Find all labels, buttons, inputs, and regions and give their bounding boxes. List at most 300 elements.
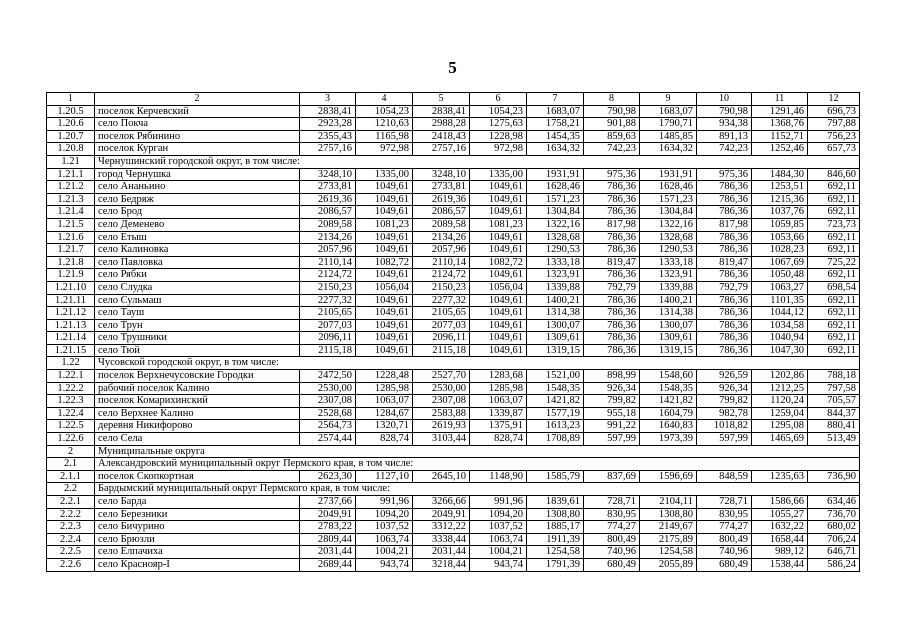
- tariff-value: 786,36: [584, 332, 640, 345]
- tariff-value: 926,34: [697, 382, 752, 395]
- tariff-value: 1548,35: [640, 382, 697, 395]
- tariff-value: 1049,61: [470, 269, 527, 282]
- tariff-value: 1335,00: [470, 168, 527, 181]
- row-code: 1.22.2: [47, 382, 95, 395]
- settlement-name: поселок Верхнечусовские Городки: [95, 370, 300, 383]
- tariff-value: 819,47: [697, 256, 752, 269]
- tariff-value: 800,49: [697, 533, 752, 546]
- tariff-value: 1596,69: [640, 470, 697, 483]
- tariff-value: 830,95: [697, 508, 752, 521]
- tariff-value: 828,74: [356, 433, 413, 446]
- tariff-value: 848,59: [697, 470, 752, 483]
- tariff-value: 1485,85: [640, 130, 697, 143]
- tariff-value: 586,24: [808, 558, 860, 571]
- tariff-value: 2418,43: [413, 130, 470, 143]
- tariff-value: 1295,08: [752, 420, 808, 433]
- tariff-value: 1758,21: [527, 118, 584, 131]
- tariff-value: 680,49: [697, 558, 752, 571]
- settlement-name: село Тюй: [95, 344, 300, 357]
- settlement-name: село Верхнее Калино: [95, 407, 300, 420]
- tariff-value: 1165,98: [356, 130, 413, 143]
- tariff-value: 1319,15: [527, 344, 584, 357]
- tariff-value: 786,36: [697, 307, 752, 320]
- tariff-value: 3312,22: [413, 521, 470, 534]
- tariff-value: 657,73: [808, 143, 860, 156]
- tariff-value: 797,58: [808, 382, 860, 395]
- tariff-value: 1148,90: [470, 470, 527, 483]
- settlement-name: село Етыш: [95, 231, 300, 244]
- tariff-value: 1127,10: [356, 470, 413, 483]
- tariff-value: 2619,93: [413, 420, 470, 433]
- tariff-value: 1049,61: [470, 244, 527, 257]
- tariff-value: 898,99: [584, 370, 640, 383]
- tariff-value: 2619,36: [300, 193, 356, 206]
- tariff-value: 692,11: [808, 181, 860, 194]
- tariff-value: 1538,44: [752, 558, 808, 571]
- row-code: 1.21.11: [47, 294, 95, 307]
- tariff-value: 1323,91: [527, 269, 584, 282]
- row-code: 1.21: [47, 155, 95, 168]
- tariff-value: 828,74: [470, 433, 527, 446]
- tariff-value: 1400,21: [640, 294, 697, 307]
- tariff-value: 2115,18: [300, 344, 356, 357]
- column-number: 1: [47, 93, 95, 106]
- table-row: [47, 231, 860, 244]
- tariff-value: 786,36: [697, 269, 752, 282]
- tariff-value: 1049,61: [356, 193, 413, 206]
- group-title: Чернушинский городской округ, в том числе:: [95, 155, 860, 168]
- group-row: [47, 483, 860, 496]
- tariff-value: 786,36: [584, 269, 640, 282]
- tariff-value: 1054,23: [356, 105, 413, 118]
- settlement-name: село Сульмаш: [95, 294, 300, 307]
- tariff-value: 792,79: [584, 281, 640, 294]
- group-row: [47, 445, 860, 458]
- tariff-value: 2057,96: [413, 244, 470, 257]
- tariff-value: 692,11: [808, 294, 860, 307]
- tariff-value: 1323,91: [640, 269, 697, 282]
- tariff-value: 1059,85: [752, 218, 808, 231]
- tariff-value: 786,36: [584, 181, 640, 194]
- tariff-value: 786,36: [697, 193, 752, 206]
- tariff-value: 926,34: [584, 382, 640, 395]
- tariff-value: 692,11: [808, 269, 860, 282]
- tariff-value: 1049,61: [356, 344, 413, 357]
- tariff-value: 2089,58: [300, 218, 356, 231]
- tariff-value: 1049,61: [470, 193, 527, 206]
- tariff-value: 680,02: [808, 521, 860, 534]
- tariff-value: 2619,36: [413, 193, 470, 206]
- tariff-value: 1339,88: [640, 281, 697, 294]
- tariff-value: 1063,07: [470, 395, 527, 408]
- tariff-value: 740,96: [697, 546, 752, 559]
- tariff-value: 837,69: [584, 470, 640, 483]
- tariff-value: 740,96: [584, 546, 640, 559]
- tariff-value: 1228,98: [470, 130, 527, 143]
- settlement-name: рабочий поселок Калино: [95, 382, 300, 395]
- table-row: [47, 420, 860, 433]
- tariff-value: 696,73: [808, 105, 860, 118]
- tariff-value: 786,36: [697, 231, 752, 244]
- tariff-value: 1571,23: [527, 193, 584, 206]
- tariff-value: 1101,35: [752, 294, 808, 307]
- tariff-value: 786,36: [697, 244, 752, 257]
- row-code: 2.2.1: [47, 496, 95, 509]
- tariff-value: 742,23: [584, 143, 640, 156]
- tariff-value: 786,36: [584, 231, 640, 244]
- tariff-value: 728,71: [584, 496, 640, 509]
- settlement-name: село Покча: [95, 118, 300, 131]
- tariff-value: 786,36: [584, 319, 640, 332]
- table-row: [47, 370, 860, 383]
- tariff-value: 774,27: [584, 521, 640, 534]
- tariff-value: 597,99: [697, 433, 752, 446]
- tariff-value: 3248,10: [300, 168, 356, 181]
- settlement-name: село Павловка: [95, 256, 300, 269]
- tariff-value: 736,70: [808, 508, 860, 521]
- tariff-value: 1082,72: [470, 256, 527, 269]
- tariff-value: 692,11: [808, 231, 860, 244]
- row-code: 2.2.3: [47, 521, 95, 534]
- tariff-value: 819,47: [584, 256, 640, 269]
- tariff-value: 2355,43: [300, 130, 356, 143]
- tariff-value: 788,18: [808, 370, 860, 383]
- tariff-value: 2645,10: [413, 470, 470, 483]
- table-row: [47, 181, 860, 194]
- tariff-value: 786,36: [584, 244, 640, 257]
- tariff-value: 790,98: [697, 105, 752, 118]
- tariff-value: 1320,71: [356, 420, 413, 433]
- tariff-value: 597,99: [584, 433, 640, 446]
- tariff-value: 2623,30: [300, 470, 356, 483]
- tariff-value: 786,36: [697, 294, 752, 307]
- tariff-value: 2528,68: [300, 407, 356, 420]
- tariff-value: 706,24: [808, 533, 860, 546]
- tariff-value: 1049,61: [356, 332, 413, 345]
- table-row: [47, 218, 860, 231]
- tariff-value: 1708,89: [527, 433, 584, 446]
- tariff-value: 1049,61: [356, 244, 413, 257]
- tariff-value: 1308,80: [527, 508, 584, 521]
- tariff-value: 692,11: [808, 344, 860, 357]
- tariff-value: 1521,00: [527, 370, 584, 383]
- tariff-value: 972,98: [356, 143, 413, 156]
- row-code: 1.21.7: [47, 244, 95, 257]
- tariff-value: 1056,04: [470, 281, 527, 294]
- column-number: 9: [640, 93, 697, 106]
- settlement-name: поселок Комарихинский: [95, 395, 300, 408]
- row-code: 2.1: [47, 458, 95, 471]
- tariff-value: 786,36: [697, 319, 752, 332]
- tariff-value: 799,82: [584, 395, 640, 408]
- tariff-value: 692,11: [808, 307, 860, 320]
- tariff-value: 2809,44: [300, 533, 356, 546]
- tariff-value: 792,79: [697, 281, 752, 294]
- tariff-value: 1931,91: [527, 168, 584, 181]
- tariff-value: 1314,38: [640, 307, 697, 320]
- column-number: 6: [470, 93, 527, 106]
- tariff-value: 1120,24: [752, 395, 808, 408]
- table-row: [47, 407, 860, 420]
- tariff-value: 1094,20: [356, 508, 413, 521]
- tariff-value: 2105,65: [300, 307, 356, 320]
- tariff-value: 1604,79: [640, 407, 697, 420]
- settlement-name: село Бедряж: [95, 193, 300, 206]
- tariff-value: 1004,21: [356, 546, 413, 559]
- tariff-value: 2134,26: [413, 231, 470, 244]
- tariff-value: 728,71: [697, 496, 752, 509]
- settlement-name: поселок Курган: [95, 143, 300, 156]
- tariff-value: 1683,07: [527, 105, 584, 118]
- tariff-value: 2838,41: [413, 105, 470, 118]
- tariff-value: 1911,39: [527, 533, 584, 546]
- settlement-name: село Елпачиха: [95, 546, 300, 559]
- table-row: [47, 546, 860, 559]
- tariff-value: 692,11: [808, 206, 860, 219]
- settlement-name: деревня Никифорово: [95, 420, 300, 433]
- tariff-value: 2838,41: [300, 105, 356, 118]
- tariff-value: 1037,52: [470, 521, 527, 534]
- row-code: 1.20.7: [47, 130, 95, 143]
- row-code: 1.20.8: [47, 143, 95, 156]
- tariff-value: 2923,28: [300, 118, 356, 131]
- tariff-value: 1309,61: [527, 332, 584, 345]
- tariff-value: 1328,68: [527, 231, 584, 244]
- tariff-value: 3103,44: [413, 433, 470, 446]
- settlement-name: село Краснояр-I: [95, 558, 300, 571]
- tariff-value: 1284,67: [356, 407, 413, 420]
- tariff-value: 1049,61: [470, 307, 527, 320]
- tariff-value: 1254,58: [640, 546, 697, 559]
- tariff-value: 2175,89: [640, 533, 697, 546]
- row-code: 2.2.2: [47, 508, 95, 521]
- tariff-value: 1931,91: [640, 168, 697, 181]
- settlement-name: село Брюзли: [95, 533, 300, 546]
- tariff-value: 705,57: [808, 395, 860, 408]
- tariff-value: 1634,32: [527, 143, 584, 156]
- tariff-value: 991,22: [584, 420, 640, 433]
- tariff-value: 1339,88: [527, 281, 584, 294]
- tariff-value: 1053,66: [752, 231, 808, 244]
- tariff-value: 891,13: [697, 130, 752, 143]
- tariff-value: 736,90: [808, 470, 860, 483]
- tariff-value: 1304,84: [527, 206, 584, 219]
- tariff-value: 1421,82: [640, 395, 697, 408]
- tariff-value: 2277,32: [300, 294, 356, 307]
- tariff-value: 786,36: [584, 206, 640, 219]
- column-number: 10: [697, 93, 752, 106]
- tariff-value: 725,22: [808, 256, 860, 269]
- tariff-value: 2277,32: [413, 294, 470, 307]
- tariff-value: 2049,91: [413, 508, 470, 521]
- tariff-value: 1049,61: [356, 294, 413, 307]
- group-title: Бардымский муниципальный округ Пермского края, в том числе:: [95, 483, 860, 496]
- tariff-value: 1290,53: [640, 244, 697, 257]
- settlement-name: поселок Рябинино: [95, 130, 300, 143]
- tariff-value: 692,11: [808, 244, 860, 257]
- tariff-value: 2757,16: [300, 143, 356, 156]
- tariff-value: 1081,23: [356, 218, 413, 231]
- tariff-value: 846,60: [808, 168, 860, 181]
- tariff-value: 2124,72: [413, 269, 470, 282]
- settlement-name: поселок Скопкортная: [95, 470, 300, 483]
- column-number: 12: [808, 93, 860, 106]
- tariff-value: 1063,74: [470, 533, 527, 546]
- tariff-value: 1283,68: [470, 370, 527, 383]
- group-row: [47, 357, 860, 370]
- tariff-value: 982,78: [697, 407, 752, 420]
- tariff-value: 934,38: [697, 118, 752, 131]
- row-code: 2.2.4: [47, 533, 95, 546]
- tariff-value: 786,36: [584, 294, 640, 307]
- tariff-value: 1235,63: [752, 470, 808, 483]
- tariff-value: 742,23: [697, 143, 752, 156]
- tariff-value: 1628,46: [640, 181, 697, 194]
- tariff-value: 3266,66: [413, 496, 470, 509]
- tariff-value: 698,54: [808, 281, 860, 294]
- tariff-value: 2124,72: [300, 269, 356, 282]
- row-code: 1.22: [47, 357, 95, 370]
- tariff-value: 1421,82: [527, 395, 584, 408]
- group-title: Муниципальные округа: [95, 445, 860, 458]
- row-code: 2: [47, 445, 95, 458]
- tariff-value: 2134,26: [300, 231, 356, 244]
- settlement-name: село Тауш: [95, 307, 300, 320]
- tariff-value: 2115,18: [413, 344, 470, 357]
- tariff-value: 790,98: [584, 105, 640, 118]
- tariff-value: 1658,44: [752, 533, 808, 546]
- tariff-value: 513,49: [808, 433, 860, 446]
- tariff-value: 1322,16: [527, 218, 584, 231]
- tariff-value: 1049,61: [470, 319, 527, 332]
- row-code: 1.20.5: [47, 105, 95, 118]
- column-number: 11: [752, 93, 808, 106]
- settlement-name: село Деменево: [95, 218, 300, 231]
- tariff-value: 2564,73: [300, 420, 356, 433]
- settlement-name: село Трушники: [95, 332, 300, 345]
- tariff-value: 1063,27: [752, 281, 808, 294]
- row-code: 1.21.2: [47, 181, 95, 194]
- tariff-value: 1067,69: [752, 256, 808, 269]
- tariff-value: 1628,46: [527, 181, 584, 194]
- row-code: 1.20.6: [47, 118, 95, 131]
- settlement-name: село Барда: [95, 496, 300, 509]
- tariff-value: 1308,80: [640, 508, 697, 521]
- tariff-value: 1290,53: [527, 244, 584, 257]
- tariff-value: 1034,58: [752, 319, 808, 332]
- tariff-value: 800,49: [584, 533, 640, 546]
- tariff-value: 1049,61: [356, 231, 413, 244]
- tariff-value: 1063,07: [356, 395, 413, 408]
- tariff-value: 2150,23: [413, 281, 470, 294]
- table-row: [47, 558, 860, 571]
- column-number: 7: [527, 93, 584, 106]
- tariff-value: 975,36: [584, 168, 640, 181]
- tariff-table: [46, 92, 860, 572]
- tariff-value: 692,11: [808, 332, 860, 345]
- column-number: 5: [413, 93, 470, 106]
- tariff-value: 1454,35: [527, 130, 584, 143]
- tariff-value: 2031,44: [300, 546, 356, 559]
- tariff-value: 2086,57: [413, 206, 470, 219]
- tariff-value: 3218,44: [413, 558, 470, 571]
- tariff-value: 1683,07: [640, 105, 697, 118]
- tariff-value: 1049,61: [356, 181, 413, 194]
- row-code: 1.21.9: [47, 269, 95, 282]
- tariff-value: 1049,61: [356, 307, 413, 320]
- tariff-value: 2988,28: [413, 118, 470, 131]
- tariff-value: 2530,00: [300, 382, 356, 395]
- tariff-value: 2733,81: [300, 181, 356, 194]
- tariff-value: 1047,30: [752, 344, 808, 357]
- tariff-value: 880,41: [808, 420, 860, 433]
- row-code: 2.2: [47, 483, 95, 496]
- tariff-value: 786,36: [584, 307, 640, 320]
- settlement-name: село Калиновка: [95, 244, 300, 257]
- tariff-value: 1055,27: [752, 508, 808, 521]
- tariff-value: 3338,44: [413, 533, 470, 546]
- tariff-value: 1400,21: [527, 294, 584, 307]
- settlement-name: село Рябки: [95, 269, 300, 282]
- table-row: [47, 193, 860, 206]
- tariff-value: 1212,25: [752, 382, 808, 395]
- tariff-value: 2527,70: [413, 370, 470, 383]
- tariff-value: 1215,36: [752, 193, 808, 206]
- group-row: [47, 155, 860, 168]
- table-row: [47, 496, 860, 509]
- settlement-name: село Слудка: [95, 281, 300, 294]
- row-code: 1.21.6: [47, 231, 95, 244]
- table-row: [47, 281, 860, 294]
- table-row: [47, 332, 860, 345]
- tariff-value: 786,36: [584, 344, 640, 357]
- row-code: 1.22.6: [47, 433, 95, 446]
- row-code: 1.21.15: [47, 344, 95, 357]
- tariff-value: 1049,61: [356, 206, 413, 219]
- table-body: [47, 93, 860, 572]
- tariff-value: 2307,08: [300, 395, 356, 408]
- tariff-value: 1082,72: [356, 256, 413, 269]
- tariff-value: 2089,58: [413, 218, 470, 231]
- table-row: [47, 533, 860, 546]
- table-row: [47, 206, 860, 219]
- tariff-value: 786,36: [697, 181, 752, 194]
- table-row: [47, 130, 860, 143]
- tariff-value: 2049,91: [300, 508, 356, 521]
- tariff-value: 1210,63: [356, 118, 413, 131]
- tariff-value: 817,98: [697, 218, 752, 231]
- tariff-value: 1548,60: [640, 370, 697, 383]
- tariff-value: 2057,96: [300, 244, 356, 257]
- tariff-value: 756,23: [808, 130, 860, 143]
- settlement-name: поселок Керчевский: [95, 105, 300, 118]
- tariff-value: 1613,23: [527, 420, 584, 433]
- tariff-value: 2104,11: [640, 496, 697, 509]
- tariff-value: 2150,23: [300, 281, 356, 294]
- table-row: [47, 382, 860, 395]
- table-row: [47, 168, 860, 181]
- tariff-value: 646,71: [808, 546, 860, 559]
- tariff-value: 1049,61: [470, 181, 527, 194]
- tariff-value: 2737,66: [300, 496, 356, 509]
- tariff-value: 1839,61: [527, 496, 584, 509]
- tariff-value: 797,88: [808, 118, 860, 131]
- tariff-value: 1328,68: [640, 231, 697, 244]
- tariff-value: 2110,14: [413, 256, 470, 269]
- tariff-value: 989,12: [752, 546, 808, 559]
- tariff-value: 1049,61: [470, 294, 527, 307]
- tariff-value: 1285,98: [470, 382, 527, 395]
